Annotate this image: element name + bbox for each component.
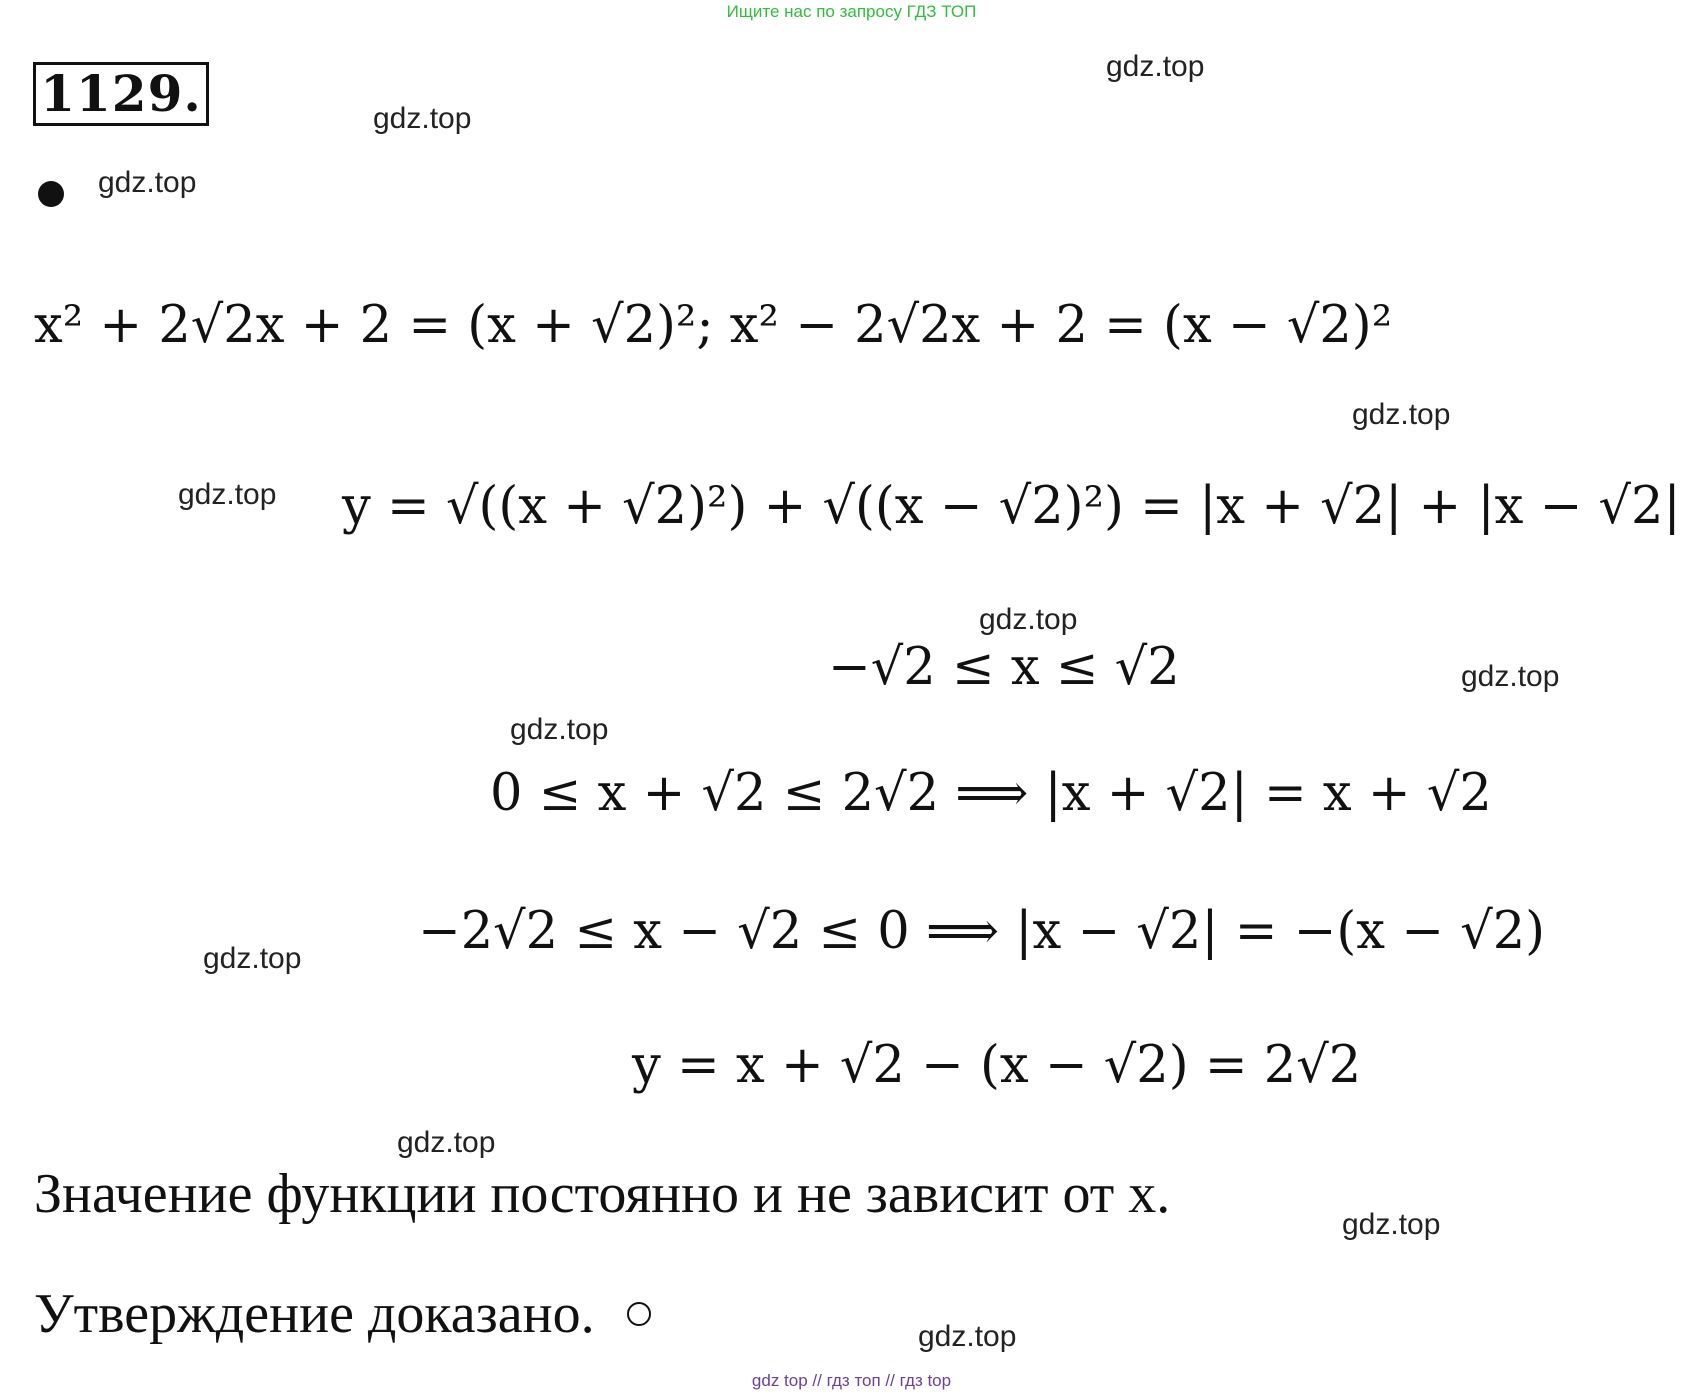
watermark: gdz.top	[1342, 1208, 1441, 1241]
watermark: gdz.top	[1352, 398, 1451, 431]
watermark: gdz.top	[98, 166, 197, 199]
watermark: gdz.top	[203, 942, 302, 975]
watermark: gdz.top	[979, 603, 1078, 636]
top-banner[interactable]: Ищите нас по запросу ГДЗ ТОП	[726, 2, 977, 21]
watermark: gdz.top	[510, 713, 609, 746]
problem-number: 1129.	[33, 62, 209, 126]
equation-line-2: y = √((x + √2)²) + √((x − √2)²) = |x + √2| + |x − √2|	[342, 477, 1681, 536]
open-circle-icon	[627, 1302, 651, 1326]
watermark: gdz.top	[397, 1126, 496, 1159]
conclusion-text: Значение функции постоянно и не зависит от x.	[34, 1163, 1171, 1225]
footer-links[interactable]: gdz top // гдз топ // гдз top	[751, 1371, 952, 1390]
proof-statement	[34, 1282, 651, 1346]
equation-line-5: −2√2 ≤ x − √2 ≤ 0 ⟹ |x − √2| = −(x − √2)	[418, 902, 1546, 961]
bullet-filled-icon	[38, 181, 64, 207]
proof-statement-label: Утверждение доказано.	[34, 1283, 595, 1345]
equation-line-3: −√2 ≤ x ≤ √2	[828, 638, 1180, 697]
watermark: gdz.top	[918, 1320, 1017, 1353]
watermark: gdz.top	[178, 478, 277, 511]
equation-line-4: 0 ≤ x + √2 ≤ 2√2 ⟹ |x + √2| = x + √2	[490, 764, 1492, 823]
watermark: gdz.top	[1461, 660, 1560, 693]
watermark: gdz.top	[373, 102, 472, 135]
watermark: gdz.top	[1106, 50, 1205, 83]
equation-line-6: y = x + √2 − (x − √2) = 2√2	[632, 1036, 1362, 1095]
equation-line-1: x² + 2√2x + 2 = (x + √2)²; x² − 2√2x + 2 = (x − √2)²	[34, 296, 1393, 355]
